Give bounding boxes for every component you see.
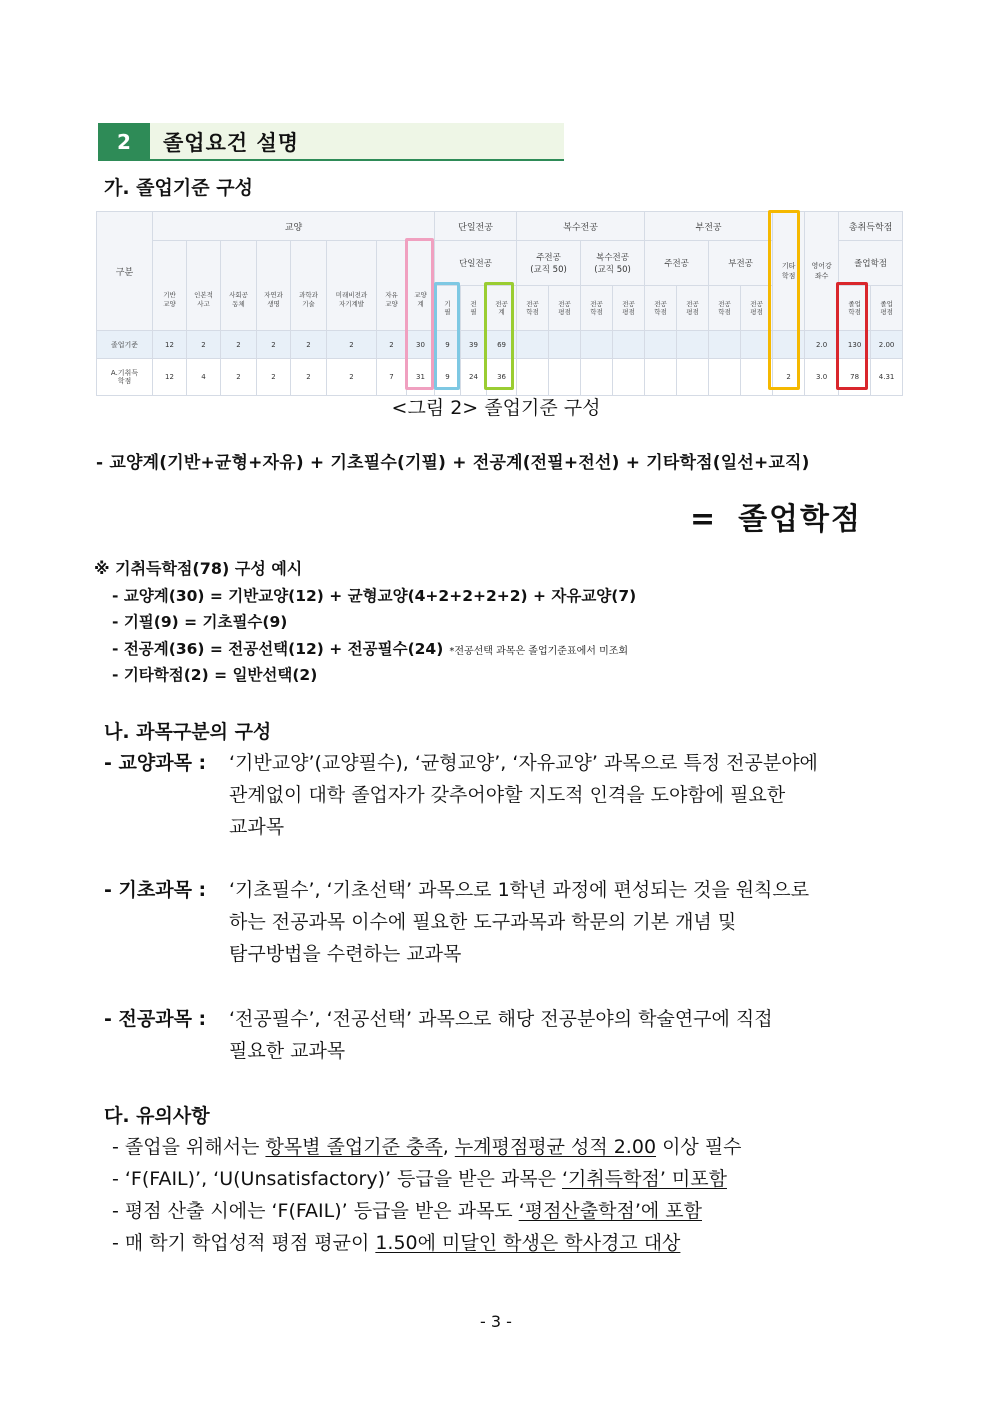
col-b2: 전공 평점 xyxy=(549,286,581,331)
col-g7: 자유 교양 xyxy=(377,241,407,331)
row-label: 졸업기준 xyxy=(97,331,153,359)
caution-text: - 매 학기 학업성적 평점 평균이 xyxy=(112,1232,376,1254)
equals-sign: = xyxy=(690,502,718,537)
col-g8: 교양 계 xyxy=(407,241,435,331)
table-cell: 39 xyxy=(461,331,487,359)
col-g2: 인본적 사고 xyxy=(187,241,221,331)
table-cell: 2.0 xyxy=(805,331,839,359)
header-total: 총취득학점 xyxy=(839,212,903,241)
section-number: 2 xyxy=(98,123,150,161)
table-cell: 31 xyxy=(407,359,435,396)
subheader-bujeon: 부전공 xyxy=(709,241,773,286)
header-english: 영어강 좌수 xyxy=(805,212,839,331)
term-gyoyang: - 교양과목 : xyxy=(104,752,207,774)
table-cell: 2 xyxy=(221,331,257,359)
caution-text: , xyxy=(442,1136,455,1158)
definition-line: 하는 전공과목 이수에 필요한 도구과목과 학문의 기본 개념 및 xyxy=(229,911,737,933)
col-g5: 과학과 기술 xyxy=(291,241,327,331)
caution-text: - ‘F(FAIL)’, ‘U(Unsatisfactory)’ 등급을 받은 과목은 xyxy=(112,1168,563,1190)
col-b3: 전공 학점 xyxy=(581,286,613,331)
definition-line: 필요한 교과목 xyxy=(229,1040,346,1062)
note-line xyxy=(112,637,628,659)
table-cell: 9 xyxy=(435,359,461,396)
table-cell: 30 xyxy=(407,331,435,359)
note-heading: ※ 기취득학점(78) 구성 예시 xyxy=(94,559,303,578)
table-cell: 7 xyxy=(377,359,407,396)
highlight-gyoyang-total xyxy=(405,238,434,390)
col-p3: 전공 학점 xyxy=(709,286,741,331)
formula-result xyxy=(0,494,862,538)
highlight-gita xyxy=(768,210,800,390)
formula-line: - 교양계(기반+균형+자유) + 기초필수(기필) + 전공계(전필+전선) + 기타학점(일선+교직) xyxy=(96,453,810,473)
table-cell: 2 xyxy=(773,359,805,396)
header-bujeon: 부전공 xyxy=(645,212,773,241)
note-line: - 기필(9) = 기초필수(9) xyxy=(112,613,288,631)
header-danil: 단일전공 xyxy=(435,212,517,241)
col-b1: 전공 학점 xyxy=(517,286,549,331)
page-number: - 3 - xyxy=(480,1312,512,1331)
header-gubun: 구분 xyxy=(97,212,153,331)
table-cell: 12 xyxy=(153,331,187,359)
caution-underlined: ‘기취득학점’ 미포함 xyxy=(562,1168,727,1190)
note-line: - 교양계(30) = 기반교양(12) + 균형교양(4+2+2+2+2) + 자유교양(7) xyxy=(112,587,637,605)
definition-line: 탐구방법을 수련하는 교과목 xyxy=(229,943,462,965)
subsection-b-title: 나. 과목구분의 구성 xyxy=(104,721,272,743)
definition-line: ‘전공필수’, ‘전공선택’ 과목으로 해당 전공분야의 학술연구에 직접 xyxy=(229,1008,773,1030)
col-p2: 전공 평점 xyxy=(677,286,709,331)
subheader-boksu: 복수전공 (교직 50) xyxy=(581,241,645,286)
caution-item xyxy=(112,1163,727,1195)
caution-underlined: 누계평점평균 성적 2.00 xyxy=(454,1136,657,1158)
caution-item xyxy=(112,1227,680,1259)
subsection-c-title: 다. 유의사항 xyxy=(104,1105,210,1127)
table-cell: 12 xyxy=(153,359,187,396)
header-gyoyang: 교양 xyxy=(153,212,435,241)
col-g6: 미래비전과 자기계발 xyxy=(327,241,377,331)
table-cell: 36 xyxy=(487,359,517,396)
figure-caption: <그림 2> 졸업기준 구성 xyxy=(391,397,601,419)
result-text: 졸업학점 xyxy=(738,502,862,537)
table-cell: 2 xyxy=(327,359,377,396)
col-d2: 전 필 xyxy=(461,286,487,331)
definition-line: ‘기반교양’(교양필수), ‘균형교양’, ‘자유교양’ 과목으로 특정 전공분야에 xyxy=(229,752,818,774)
table-cell: 2 xyxy=(221,359,257,396)
highlight-gipil xyxy=(434,282,460,390)
table-cell: 3.0 xyxy=(805,359,839,396)
col-p4: 전공 평점 xyxy=(741,286,773,331)
col-t2: 졸업 평점 xyxy=(871,286,903,331)
definition-line: ‘기초필수’, ‘기초선택’ 과목으로 1학년 과정에 편성되는 것을 원칙으로 xyxy=(229,879,810,901)
subheader-jujeon-boksu: 주전공 (교직 50) xyxy=(517,241,581,286)
subheader-jujeon: 주전공 xyxy=(645,241,709,286)
caution-text: - 졸업을 위해서는 xyxy=(112,1136,266,1158)
highlight-jeongong-total xyxy=(484,282,514,390)
section-title: 졸업요건 설명 xyxy=(163,131,300,155)
col-p1: 전공 학점 xyxy=(645,286,677,331)
table-cell: 2 xyxy=(291,359,327,396)
caution-underlined: ‘평점산출학점’에 포함 xyxy=(518,1200,702,1222)
definition-line: 관계없이 대학 졸업자가 갖추어야할 지도적 인격을 도야함에 필요한 xyxy=(229,784,786,806)
caution-text: - 평점 산출 시에는 ‘F(FAIL)’ 등급을 받은 과목도 xyxy=(112,1200,519,1222)
term-gicho: - 기초과목 : xyxy=(104,879,207,901)
col-b4: 전공 평점 xyxy=(613,286,645,331)
col-d3: 전공 계 xyxy=(487,286,517,331)
table-cell: 2 xyxy=(257,359,291,396)
table-cell: 24 xyxy=(461,359,487,396)
table-cell: 2.00 xyxy=(871,331,903,359)
note-line: - 기타학점(2) = 일반선택(2) xyxy=(112,666,318,684)
term-jeongong: - 전공과목 : xyxy=(104,1008,207,1030)
col-d1: 기 필 xyxy=(435,286,461,331)
col-g3: 사회공 동체 xyxy=(221,241,257,331)
note-footnote: *전공선택 과목은 졸업기준표에서 미조회 xyxy=(449,646,629,657)
highlight-joreop-hakjeom xyxy=(836,282,868,390)
table-cell: 130 xyxy=(839,331,871,359)
caution-underlined: 1.50에 미달인 학생은 학사경고 대상 xyxy=(375,1232,681,1254)
table-cell: 2 xyxy=(327,331,377,359)
table-cell: 4 xyxy=(187,359,221,396)
header-gita: 기타 학점 xyxy=(773,212,805,331)
row-label: A.기취득 학점 xyxy=(97,359,153,396)
subheader-joreop: 졸업학점 xyxy=(839,241,903,286)
note-line-text: - 전공계(36) = 전공선택(12) + 전공필수(24) xyxy=(112,640,444,658)
table-cell: 2 xyxy=(257,331,291,359)
col-g4: 자연과 생명 xyxy=(257,241,291,331)
table-cell: 69 xyxy=(487,331,517,359)
definition-line: 교과목 xyxy=(229,816,285,838)
col-g1: 기반 교양 xyxy=(153,241,187,331)
table-cell: 2 xyxy=(291,331,327,359)
table-cell: 2 xyxy=(187,331,221,359)
caution-item xyxy=(112,1131,742,1163)
col-t1: 졸업 학점 xyxy=(839,286,871,331)
caution-underlined: 항목별 졸업기준 충족 xyxy=(265,1136,443,1158)
table-cell: 4.31 xyxy=(871,359,903,396)
subsection-a-title: 가. 졸업기준 구성 xyxy=(104,177,253,199)
caution-item xyxy=(112,1195,702,1227)
table-cell: 78 xyxy=(839,359,871,396)
header-boksu: 복수전공 xyxy=(517,212,645,241)
table-cell: 2 xyxy=(377,331,407,359)
table-cell: 9 xyxy=(435,331,461,359)
caution-text: 이상 필수 xyxy=(656,1136,742,1158)
subheader-danil: 단일전공 xyxy=(435,241,517,286)
